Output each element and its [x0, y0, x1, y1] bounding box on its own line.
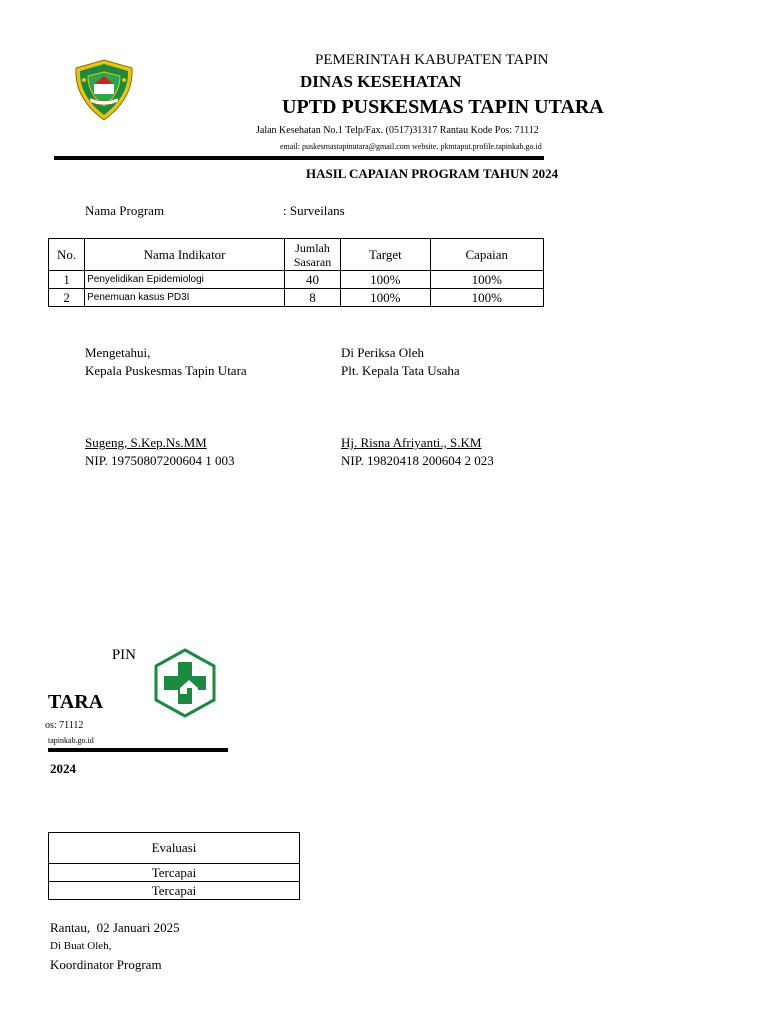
row-capaian: 100% [430, 271, 543, 289]
gov-name: PEMERINTAH KABUPATEN TAPIN [315, 52, 549, 68]
made-by: Di Buat Oleh, [50, 940, 112, 952]
office-name: DINAS KESEHATAN [300, 72, 462, 91]
table-row [49, 271, 544, 289]
sign-left-line2: Kepala Puskesmas Tapin Utara [85, 363, 247, 378]
col-indikator: Nama Indikator [85, 239, 285, 271]
row-target: 100% [341, 289, 430, 307]
title-clip [300, 165, 559, 185]
unit-name: UPTD PUSKESMAS TAPIN UTARA [282, 96, 604, 118]
page-title: HASIL CAPAIAN PROGRAM TAHUN 2024 [306, 166, 559, 181]
row-target: 100% [341, 271, 430, 289]
sign-right-line2: Plt. Kepala Tata Usaha [341, 363, 460, 378]
gov-fragment: PIN [111, 647, 136, 663]
tapin-regency-emblem-icon [70, 58, 138, 122]
table-row [49, 882, 300, 900]
col-capaian: Capaian [430, 239, 543, 271]
program-label: Nama Program [85, 203, 165, 218]
evaluasi-value: Tercapai [49, 882, 300, 900]
row-capaian: 100% [430, 289, 543, 307]
contact-fragment: tapinkab.go.id [48, 736, 94, 745]
row-no: 1 [49, 271, 85, 289]
row-sasaran: 8 [284, 289, 340, 307]
header-divider-2 [48, 748, 228, 752]
col-no: No. [49, 239, 85, 271]
coordinator-role: Koordinator Program [50, 957, 162, 972]
program-value: : Surveilans [283, 203, 345, 218]
letterhead [240, 50, 604, 158]
row-indikator: Penemuan kasus PD3I [85, 289, 285, 307]
evaluasi-header: Evaluasi [49, 833, 300, 864]
evaluasi-header-row [49, 833, 300, 864]
sign-left-nip: NIP. 19750807200604 1 003 [85, 453, 235, 468]
sign-right-line1: Di Periksa Oleh [341, 345, 425, 360]
sign-right-nip: NIP. 19820418 200604 2 023 [341, 453, 494, 468]
contact-line: email: puskesmastapinutara@gmail.com website. pkmtaput.profile.tapinkab.go.id [280, 142, 542, 151]
row-sasaran: 40 [284, 271, 340, 289]
col-sasaran-line2: Sasaran [293, 254, 332, 269]
table-row [49, 289, 544, 307]
col-sasaran-line1: Jumlah [295, 240, 330, 255]
evaluasi-table [48, 832, 300, 900]
indicator-table [48, 238, 544, 307]
title-fragment: 2024 [50, 761, 76, 776]
sign-left-name: Sugeng, S.Kep.Ns.MM [85, 435, 207, 450]
row-no: 2 [49, 289, 85, 307]
sign-left-line1: Mengetahui, [85, 345, 151, 360]
col-target: Target [341, 239, 430, 271]
table-header-row [49, 239, 544, 271]
address-fragment: os: 71112 [45, 720, 84, 731]
header-fragments [45, 640, 158, 780]
header-divider [54, 156, 544, 160]
row-indikator: Penyelidikan Epidemiologi [85, 271, 285, 289]
col-sasaran [284, 239, 340, 271]
place-date: Rantau, 02 Januari 2025 [50, 920, 180, 935]
sign-right-name: Hj. Risna Afriyanti., S.KM [341, 435, 482, 450]
address-line: Jalan Kesehatan No.1 Telp/Fax. (0517)31317 Rantau Kode Pos: 71112 [256, 125, 539, 136]
evaluasi-value: Tercapai [49, 864, 300, 882]
puskesmas-cross-icon [153, 648, 217, 718]
unit-fragment: TARA [48, 691, 104, 713]
table-row [49, 864, 300, 882]
